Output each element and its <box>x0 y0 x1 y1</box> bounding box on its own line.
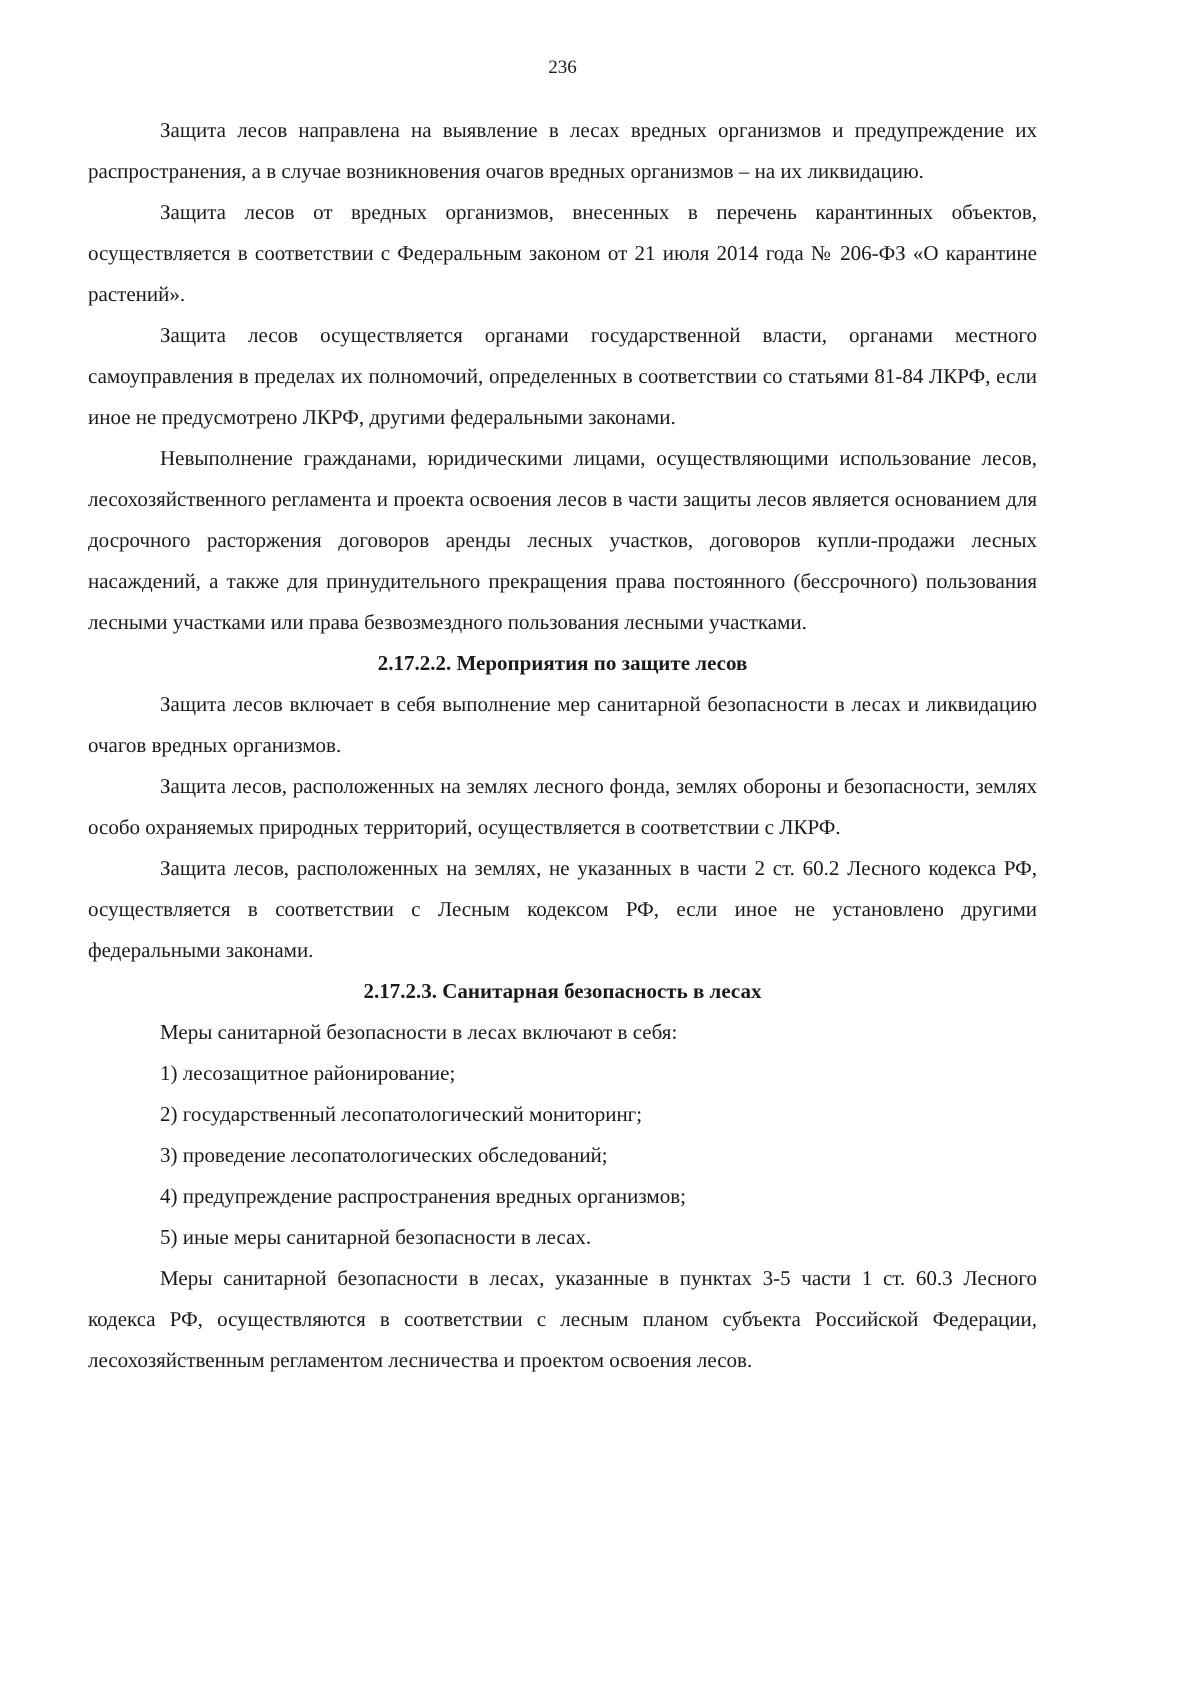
paragraph: Защита лесов направлена на выявление в лесах вредных организмов и предупреждение их распространения, а в случае возникновения очагов вредных организмов – на их ликвидацию. <box>88 118 1037 183</box>
paragraph: Защита лесов включает в себя выполнение мер санитарной безопасности в лесах и ликвидацию очагов вредных организмов. <box>88 692 1037 757</box>
paragraph: Меры санитарной безопасности в лесах, указанные в пунктах 3-5 части 1 ст. 60.3 Лесного кодекса РФ, осуществляются в соответствии с лесным планом субъекта Российской Федерации, лесохозяйственным регламентом лесничества и проектом освоения лесов. <box>88 1266 1037 1372</box>
page-content <box>88 110 1037 1381</box>
list-item: 3) проведение лесопатологических обследований; <box>160 1143 608 1167</box>
section-heading: 2.17.2.3. Санитарная безопасность в лесах <box>363 979 762 1003</box>
paragraph: Защита лесов, расположенных на землях лесного фонда, землях обороны и безопасности, землях особо охраняемых природных территорий, осуществляется в соответствии с ЛКРФ. <box>88 774 1037 839</box>
section-heading: 2.17.2.2. Мероприятия по защите лесов <box>377 651 748 675</box>
paragraph: Невыполнение гражданами, юридическими лицами, осуществляющими использование лесов, лесохозяйственного регламента и проекта освоения лесов в части защиты лесов является основанием для досрочного расторжения договоров аренды лесных участков, договоров купли-продажи лесных насаждений, а также для принудительного прекращения права постоянного (бессрочного) пользования лесными участками или права безвозмездного пользования лесными участками. <box>88 446 1037 634</box>
paragraph: Защита лесов от вредных организмов, внесенных в перечень карантинных объектов, осуществляется в соответствии с Федеральным законом от 21 июля 2014 года № 206-ФЗ «О карантине растений». <box>88 200 1037 306</box>
list-item: 2) государственный лесопатологический мониторинг; <box>160 1102 643 1126</box>
list-item: 4) предупреждение распространения вредных организмов; <box>160 1184 686 1208</box>
list-item: 1) лесозащитное районирование; <box>160 1061 456 1085</box>
list-item: 5) иные меры санитарной безопасности в лесах. <box>160 1225 592 1249</box>
list-intro: Меры санитарной безопасности в лесах включают в себя: <box>160 1020 678 1044</box>
paragraph: Защита лесов осуществляется органами государственной власти, органами местного самоуправления в пределах их полномочий, определенных в соответствии со статьями 81-84 ЛКРФ, если иное не предусмотрено ЛКРФ, другими федеральными законами. <box>88 323 1037 429</box>
page-number: 236 <box>548 57 577 78</box>
paragraph: Защита лесов, расположенных на землях, не указанных в части 2 ст. 60.2 Лесного кодекса РФ, осуществляется в соответствии с Лесным кодексом РФ, если иное не установлено другими федеральными законами. <box>88 856 1037 962</box>
